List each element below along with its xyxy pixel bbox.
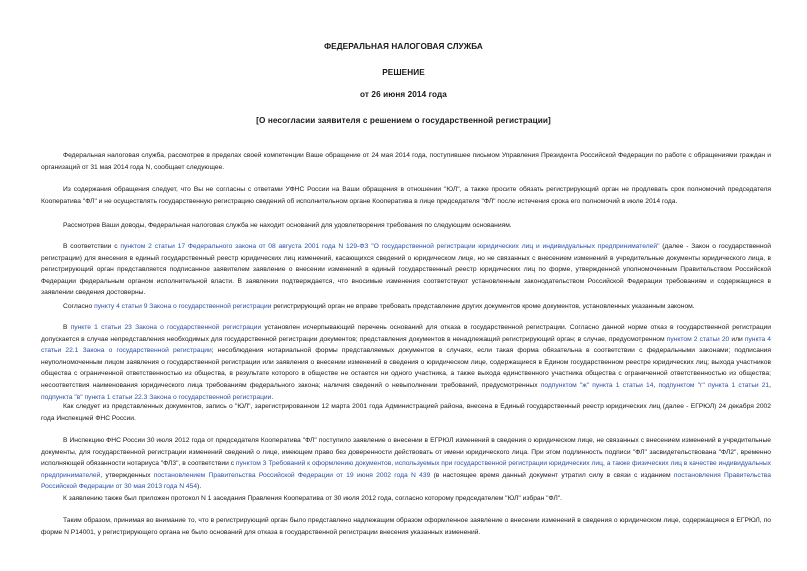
paragraph-3: Рассмотрев Ваши доводы, Федеральная налоговая служба не находит оснований для удовлетворения требования по следующим основаниям. [63,222,512,229]
paragraph-9: К заявлению также был приложен протокол N 1 заседания Правления Кооператива от 30 июля 2012 года, согласно которому председателем "ЮЛ" избран "ФЛ". [63,495,563,502]
document-type: РЕШЕНИЕ [382,68,425,77]
paragraph-10: Таким образом, принимая во внимание то, что в регистрирующий орган было представлено надлежащим образом оформленное заявление о внесении изменений в сведения о юридическом лице, содержащиеся в ЕГРЮЛ, по форме N Р14001, у регистрирующего органа не было оснований для отказа в государственной регистрации внесения указанных изменений. [41,517,771,536]
law-link[interactable]: пункту 4 статьи 9 Закона о государственной регистрации [94,303,272,310]
paragraph-7: Как следует из представленных документов, запись о "ЮЛ", зарегистрированном 12 марта 2001 года Администрацией района, внесена в Единый государственный реестр юридических лиц (далее - ЕГРЮЛ) 24 декабря 2002 года Инспекцией ФНС России. [41,403,771,422]
law-link[interactable]: пункта 4 статьи 22.1 Закона о государственной регистрации [41,335,771,355]
law-link[interactable]: пунктом 2 статьи 17 Федерального закона от 08 августа 2001 года N 129-ФЗ "О государственной регистрации юридических лиц и индивидуальных предпринимателей" [120,243,660,250]
law-link[interactable]: пунктом 2 статьи 20 [666,335,730,343]
law-link[interactable]: постановления Правительства Российской Федерации от 30 мая 2013 года N 454 [41,471,772,491]
law-link[interactable]: подпункта "в" пункта 1 статьи 22.3 Закона о государственной регистрации [41,393,272,401]
law-link[interactable]: постановлением Правительства Российской Федерации от 19 июня 2002 года N 439 [153,471,431,479]
paragraph-2: Из содержания обращения следует, что Вы не согласны с ответами УФНС России на Ваши обращения в отношении "ЮЛ", а также просите обязать регистрирующий орган не продлевать срок полномочий председателя Кооператива "ФЛ" и не осуществлять государственную регистрацию сведений об исполнительном органе Кооператива в лице председателя "ФЛ" после истечения срока его полномочий в июле 2014 года. [41,186,771,205]
paragraph-1: Федеральная налоговая служба, рассмотрев в пределах своей компетенции Ваше обращение от 24 мая 2014 года, поступившее письмом Управления Президента Российской Федерации по работе с обращениями граждан и организаций от 31 мая 2014 года N, сообщает следующее. [41,152,771,171]
agency-title: ФЕДЕРАЛЬНАЯ НАЛОГОВАЯ СЛУЖБА [324,42,483,51]
paragraph-8: В Инспекцию ФНС России 30 июля 2012 года от председателя Кооператива "ФЛ" поступило заявление о внесении в ЕГРЮЛ изменений в сведения о юридическом лице, не связанных с внесением изменений в учредительные документы, для государственной регистрации изменений сведений о лице, имеющем право без доверенности действовать от имени юридического лица. При этом подлинность подписи "ФЛ" засвидетельствована "ФЛ2", временно исполняющей обязанности нотариуса "ФЛ3", в соответствии с пунктом 3 Требований к оформлению документов, используемых при государственной регистрации юридических лиц, а также физических лиц в качестве индивидуальных предпринимателей, утвержденных постановлением Правительства Российской Федерации от 19 июня 2002 года N 439 (в настоящее время данный документ утратил силу в связи с изданием постановления Правительства Российской Федерации от 30 мая 2013 года N 454). [41,437,772,491]
paragraph-4: В соответствии с пунктом 2 статьи 17 Федерального закона от 08 августа 2001 года N 129-ФЗ "О государственной регистрации юридических лиц и индивидуальных предпринимателей" (далее - Закон о государственной регистрации) для внесения в единый государственный реестр юридических лиц изменений, касающихся сведений о юридическом лице, но не связанных с внесением изменений в учредительные документы юридического лица, в регистрирующий орган представляется подписанное заявителем заявление о внесении изменений в единый государственный реестр юридических лиц по форме, утвержденной уполномоченным Правительством Российской Федерации федеральным органом исполнительной власти. В заявлении подтверждается, что вносимые изменения соответствуют установленным законодательством Российской Федерации требованиям и содержащиеся в заявлении сведения достоверны. [41,243,772,297]
law-link[interactable]: пункте 1 статьи 23 Закона о государственной регистрации [70,324,262,331]
document-date: от 26 июня 2014 года [360,90,447,99]
document-subject: [О несогласии заявителя с решением о государственной регистрации] [256,116,551,125]
law-link[interactable]: подпунктом "ж" пункта 1 статьи 14 [540,381,654,389]
law-link[interactable]: пунктом 3 Требований к оформлению документов, используемых при государственной регистрации юридических лиц, а также физических лиц в качестве индивидуальных предпринимателей [41,460,771,479]
paragraph-6: В пункте 1 статьи 23 Закона о государственной регистрации установлен исчерпывающий перечень оснований для отказа в государственной регистрации. Согласно данной норме отказ в государственной регистрации допускается в случае непредставления необходимых для государственной регистрации документов; представления документов в ненадлежащий регистрирующий орган; в случае, предусмотренном пунктом 2 статьи 20 или пункта 4 статьи 22.1 Закона о государственной регистрации; несоблюдения нотариальной формы представляемых документов в случаях, если такая форма обязательна в соответствии с федеральными законами; подписания неуполномоченным лицом заявления о государственной регистрации или заявления о внесении изменений в сведения о юридическом лице, содержащиеся в Едином государственном реестре юридических лиц; выхода участников общества с ограниченной ответственностью из общества, в результате которого в обществе не остается ни одного участника, а также выхода единственного участника общества с ограниченной ответственностью из общества; несоответствия наименования юридического лица требованиям федерального закона; наличия сведений о невыполнении требований, предусмотренных подпунктом "ж" пункта 1 статьи 14, подпунктом "г" пункта 1 статьи 21, подпункта "в" пункта 1 статьи 22.3 Закона о государственной регистрации. [41,324,772,401]
law-link[interactable]: подпунктом "г" пункта 1 статьи 21 [658,381,770,389]
paragraph-5: Согласно пункту 4 статьи 9 Закона о государственной регистрации регистрирующий орган не вправе требовать представление других документов кроме документов, установленных указанным законом. [63,303,695,310]
